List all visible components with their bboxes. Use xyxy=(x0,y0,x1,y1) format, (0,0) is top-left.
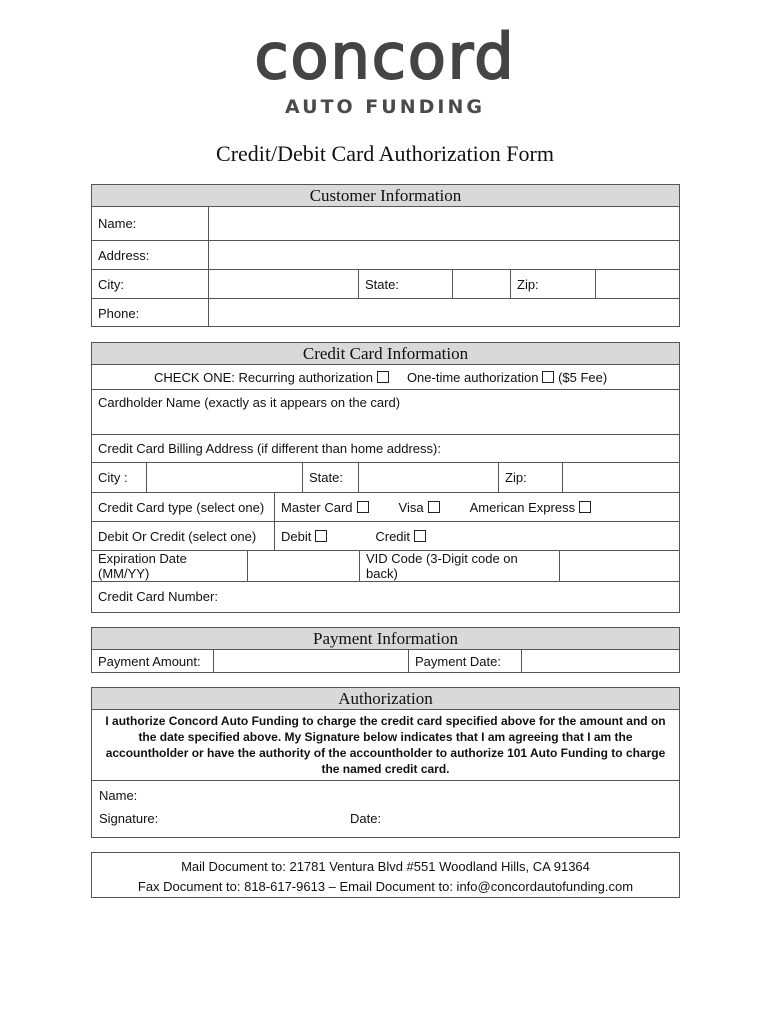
card-section xyxy=(91,342,680,613)
authorization-text: I authorize Concord Auto Funding to charge the credit card specified above for the amount and on the date specified above. My Signature below indicates that I am agreeing that I am the accountholder or have the authority of the accountholder to authorize 101 Auto Funding to charge the named credit card. xyxy=(92,710,679,781)
payment-row xyxy=(92,650,679,672)
expiration-field[interactable] xyxy=(248,551,360,581)
logo-subtitle: AUTO FUNDING xyxy=(285,96,485,118)
expiration-label: Expiration Date (MM/YY) xyxy=(92,551,248,581)
debit-credit-row xyxy=(92,522,679,551)
footer-fax: Fax Document to: 818-617-9613 – Email Document to: info@concordautofunding.com xyxy=(137,879,634,894)
onetime-label: One-time authorization xyxy=(406,369,539,385)
card-heading: Credit Card Information xyxy=(92,343,679,365)
customer-address-field[interactable] xyxy=(209,241,679,269)
payment-date-label: Payment Date: xyxy=(409,650,522,672)
payment-heading: Payment Information xyxy=(92,628,679,650)
customer-zip-field[interactable] xyxy=(596,270,679,298)
credit-label: Credit xyxy=(375,528,411,544)
auth-date-label: Date: xyxy=(350,811,382,826)
billing-city-field[interactable] xyxy=(147,463,303,492)
amex-label: American Express xyxy=(469,499,576,515)
payment-section xyxy=(91,627,680,673)
credit-checkbox[interactable] xyxy=(414,530,426,542)
visa-checkbox[interactable] xyxy=(428,501,440,513)
amex-checkbox[interactable] xyxy=(579,501,591,513)
billing-state-label: State: xyxy=(303,463,359,492)
billing-state-field[interactable] xyxy=(359,463,499,492)
customer-phone-row xyxy=(92,299,679,327)
page-title: Credit/Debit Card Authorization Form xyxy=(216,141,554,166)
cardholder-label: Cardholder Name (exactly as it appears on the card) xyxy=(98,395,401,410)
billing-city-row xyxy=(92,463,679,493)
customer-name-row xyxy=(92,207,679,241)
debit-label: Debit xyxy=(281,528,312,544)
recurring-checkbox[interactable] xyxy=(377,371,389,383)
auth-signature-row[interactable] xyxy=(92,805,679,831)
auth-name-label: Name: xyxy=(99,788,138,803)
billing-city-label: City : xyxy=(92,463,147,492)
vid-label: VID Code (3-Digit code on back) xyxy=(360,551,560,581)
payment-amount-field[interactable] xyxy=(214,650,409,672)
billing-label: Credit Card Billing Address (if different than home address): xyxy=(98,441,441,456)
logo xyxy=(230,22,540,126)
footer-box xyxy=(91,852,680,898)
card-type-row xyxy=(92,493,679,522)
card-number-row[interactable] xyxy=(92,582,679,611)
mastercard-label: Master Card xyxy=(281,499,353,515)
auth-signature-label: Signature: xyxy=(99,811,159,826)
billing-zip-label: Zip: xyxy=(499,463,563,492)
customer-city-row xyxy=(92,270,679,299)
card-number-label: Credit Card Number: xyxy=(98,589,218,604)
payment-date-field[interactable] xyxy=(522,650,679,672)
payment-amount-label: Payment Amount: xyxy=(92,650,214,672)
check-one-row xyxy=(92,365,679,390)
onetime-checkbox[interactable] xyxy=(542,371,554,383)
authorization-heading: Authorization xyxy=(92,688,679,710)
customer-address-label: Address: xyxy=(92,241,209,269)
recurring-label: Recurring authorization xyxy=(238,369,373,385)
logo-wordmark: concord xyxy=(254,20,516,93)
customer-heading: Customer Information xyxy=(92,185,679,207)
customer-city-label: City: xyxy=(92,270,209,298)
billing-zip-field[interactable] xyxy=(563,463,679,492)
debit-credit-label: Debit Or Credit (select one) xyxy=(92,522,275,550)
customer-address-row xyxy=(92,241,679,270)
footer-mail: Mail Document to: 21781 Ventura Blvd #551 Woodland Hills, CA 91364 xyxy=(181,859,590,874)
auth-name-row[interactable] xyxy=(92,781,679,805)
customer-name-label: Name: xyxy=(92,207,209,240)
customer-zip-label: Zip: xyxy=(511,270,596,298)
card-type-label: Credit Card type (select one) xyxy=(92,493,275,521)
customer-city-field[interactable] xyxy=(209,270,359,298)
customer-section xyxy=(91,184,680,327)
customer-name-field[interactable] xyxy=(209,207,679,240)
customer-phone-field[interactable] xyxy=(209,299,679,327)
visa-label: Visa xyxy=(398,499,424,515)
mastercard-checkbox[interactable] xyxy=(357,501,369,513)
expiration-row xyxy=(92,551,679,582)
customer-phone-label: Phone: xyxy=(92,299,209,327)
customer-state-field[interactable] xyxy=(453,270,511,298)
cardholder-row[interactable] xyxy=(92,390,679,435)
authorization-section xyxy=(91,687,680,838)
debit-checkbox[interactable] xyxy=(315,530,327,542)
vid-field[interactable] xyxy=(560,551,679,581)
customer-state-label: State: xyxy=(359,270,453,298)
fee-label: ($5 Fee) xyxy=(558,369,608,385)
billing-row xyxy=(92,435,679,463)
check-one-label: CHECK ONE: xyxy=(154,369,235,385)
